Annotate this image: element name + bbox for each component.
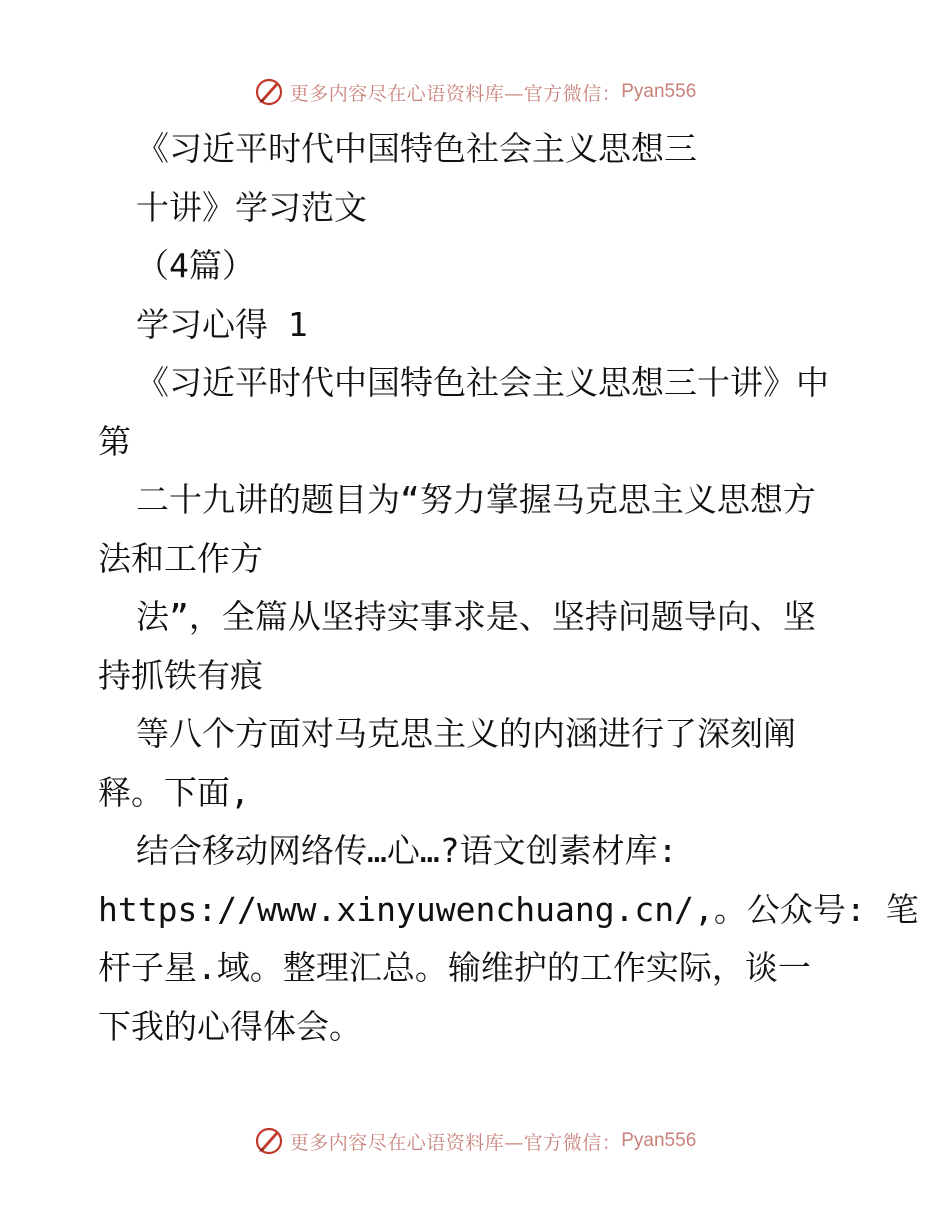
paragraph-line: 杆子星.域。整理汇总。输维护的工作实际，谈一 — [98, 948, 811, 987]
paragraph-line: 持抓铁有痕 — [98, 655, 263, 695]
paragraph-line: 法和工作方 — [98, 538, 263, 578]
header-banner — [0, 72, 950, 112]
footer-banner — [0, 1121, 950, 1161]
title-line-3: （4篇） — [136, 246, 255, 285]
paragraph-line: 第 — [98, 421, 131, 461]
paragraph-line: 《习近平时代中国特色社会主义思想三十讲》中 — [136, 363, 829, 402]
header-wechat-id: Pyan556 — [621, 81, 697, 102]
paragraph-line: 法”，全篇从坚持实事求是、坚持问题导向、坚 — [136, 597, 816, 636]
title-line-2: 十讲》学习范文 — [136, 187, 367, 227]
paragraph-line: 二十九讲的题目为“努力掌握马克思主义思想方 — [136, 480, 816, 519]
footer-site-text: 更多内容尽在心语资料库—官方微信： — [289, 1131, 622, 1154]
paragraph-line: https://www.xinyuwenchuang.cn/,。公众号: 笔 — [98, 889, 919, 929]
quill-pen-logo-icon — [254, 77, 284, 107]
header-site-text: 更多内容尽在心语资料库—官方微信： — [289, 82, 622, 105]
paragraph-line: 等八个方面对马克思主义的内涵进行了深刻阐 — [136, 714, 796, 753]
paragraph-line: 下我的心得体会。 — [98, 1006, 362, 1046]
footer-wechat-id: Pyan556 — [621, 1130, 697, 1151]
paragraph-line: 结合移动网络传…心…?语文创素材库: — [136, 831, 678, 870]
document-body — [98, 120, 919, 1056]
quill-pen-logo-icon — [254, 1126, 284, 1156]
paragraph-line: 释。下面, — [98, 772, 250, 812]
title-line-1: 《习近平时代中国特色社会主义思想三 — [136, 129, 697, 168]
section-heading: 学习心得 1 — [136, 304, 308, 344]
